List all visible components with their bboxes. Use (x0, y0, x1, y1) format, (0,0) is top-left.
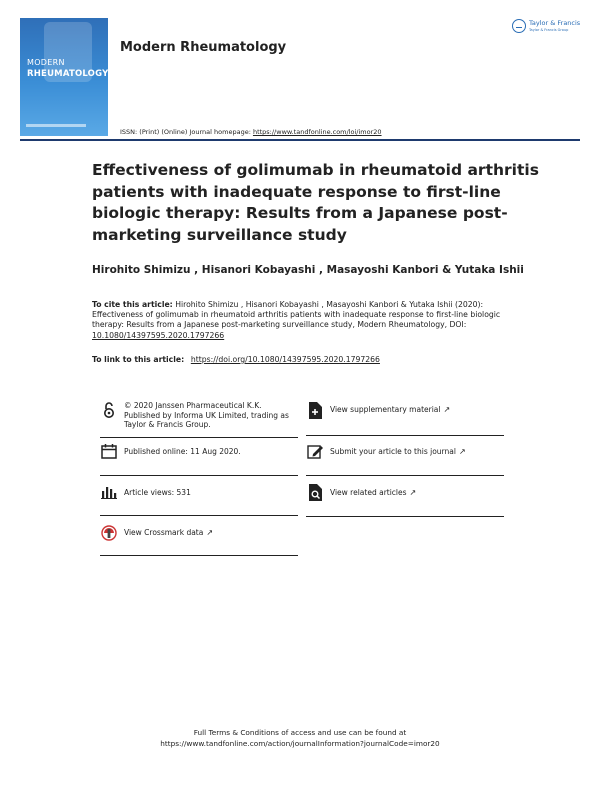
external-link-icon: ↗ (443, 405, 451, 414)
issn-line (120, 128, 382, 136)
related-text: View related articles ↗ (330, 488, 417, 497)
cover-strip (26, 124, 86, 127)
external-link-icon: ↗ (409, 488, 417, 497)
publisher-logo[interactable] (512, 18, 582, 36)
authors: Hirohito Shimizu , Hisanori Kobayashi , Masayoshi Kanbori & Yutaka Ishii (92, 264, 524, 276)
supplementary-box[interactable] (306, 401, 504, 436)
doi-link[interactable]: 10.1080/14397595.2020.1797266 (92, 330, 225, 340)
article-link-line (92, 355, 380, 364)
views-text: Article views: 531 (124, 488, 191, 497)
crossmark-text: View Crossmark data ↗ (124, 528, 214, 537)
supplementary-text: View supplementary material ↗ (330, 405, 451, 414)
crossmark-icon (100, 524, 118, 542)
published-box (100, 442, 298, 476)
document-search-icon (306, 483, 324, 501)
submit-text: Submit your article to this journal ↗ (330, 447, 466, 456)
footer-line1: Full Terms & Conditions of access and use can be found at (193, 728, 407, 737)
journal-homepage-link[interactable]: https://www.tandfonline.com/loi/imor20 (252, 128, 382, 136)
citation-text: Hirohito Shimizu , Hisanori Kobayashi , Masayoshi Kanbori & Yutaka Ishii (2020): Effectiveness of golimumab in rheumatoid arthritis patients with inadequate response to first-line biologic therapy: Results from a Japanese post-marketing surveillance study, Modern Rheumatology, DOI: (92, 300, 501, 330)
views-box (100, 483, 298, 516)
pencil-edit-icon (306, 442, 324, 460)
crossmark-box[interactable] (100, 524, 298, 556)
issn-text: ISSN: (Print) (Online) Journal homepage: (120, 128, 253, 136)
external-link-icon: ↗ (206, 528, 214, 537)
journal-cover-image (20, 18, 108, 136)
calendar-icon (100, 442, 118, 460)
related-box[interactable] (306, 483, 504, 517)
citation (92, 300, 532, 341)
article-link[interactable]: https://doi.org/10.1080/14397595.2020.1797266 (190, 355, 380, 364)
journal-title: Modern Rheumatology (120, 40, 287, 55)
bar-chart-icon (100, 483, 118, 501)
submit-box[interactable] (306, 442, 504, 476)
cover-title-line2: RHEUMATOLOGY (27, 69, 108, 79)
header-divider (20, 139, 580, 141)
footer (0, 727, 600, 749)
publisher-logo-icon (512, 19, 526, 33)
external-link-icon: ↗ (458, 447, 466, 456)
published-text: Published online: 11 Aug 2020. (124, 447, 241, 456)
cover-title-line1: MODERN (27, 58, 65, 67)
article-title: Effectiveness of golimumab in rheumatoid arthritis patients with inadequate response to first-line biologic therapy: Results from a Japanese post-marketing surveillance study (92, 161, 539, 244)
citation-label: To cite this article: (92, 300, 173, 309)
copyright-box (100, 401, 298, 438)
article-link-label: To link to this article: (92, 355, 187, 364)
publisher-logo-name: Taylor & Francis (529, 19, 581, 27)
copyright-text: © 2020 Janssen Pharmaceutical K.K. Published by Informa UK Limited, trading as Taylor & Francis Group. (124, 401, 289, 429)
footer-terms-link[interactable]: https://www.tandfonline.com/action/journalInformation?journalCode=imor20 (160, 739, 440, 748)
open-access-icon (100, 401, 118, 419)
publisher-logo-sub: Taylor & Francis Group (529, 28, 569, 32)
document-plus-icon (306, 401, 324, 419)
